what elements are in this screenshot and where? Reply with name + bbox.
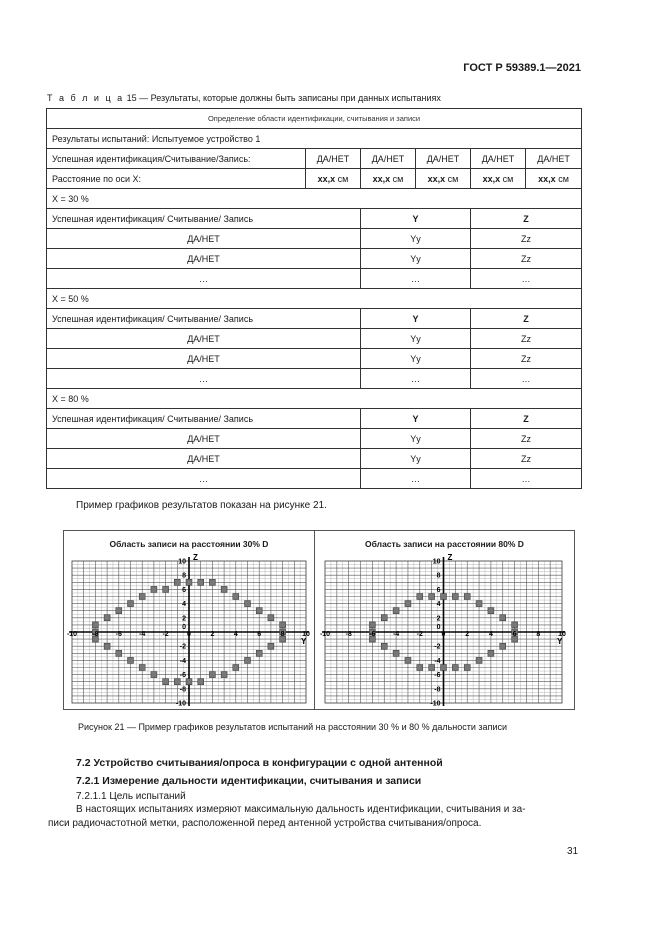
data-point — [139, 594, 145, 600]
data-point — [209, 672, 215, 678]
x-tick-label: 0 — [187, 631, 191, 638]
distance-value — [471, 169, 526, 189]
distance-number: хх,х — [372, 173, 391, 184]
chart-title: Область записи на расстоянии 80% D — [365, 539, 524, 549]
distance-value — [526, 169, 582, 189]
x-tick-label: 4 — [233, 631, 238, 638]
column-z-header: Z — [471, 209, 582, 229]
success-value: ДА/НЕТ — [306, 149, 361, 169]
data-point — [128, 601, 134, 607]
x-tick-label: -4 — [139, 631, 146, 638]
x-tick-label: 6 — [257, 631, 262, 638]
table-row — [47, 469, 582, 489]
table-row — [47, 269, 582, 289]
data-point — [174, 679, 180, 685]
x-tick-label: -10 — [66, 631, 78, 638]
z-axis-label: Z — [447, 553, 453, 562]
y-tick-label: 2 — [182, 615, 186, 623]
column-z-header: Z — [471, 309, 582, 329]
table-caption-text: 15 — Результаты, которые должны быть записаны при данных испытаниях — [126, 93, 441, 103]
z-cell: … — [471, 469, 582, 489]
y-tick-label: -6 — [179, 672, 186, 680]
y-cell: Yy — [361, 229, 471, 249]
chart-panel-30 — [64, 531, 315, 709]
y-tick-label: -2 — [434, 643, 441, 651]
section-header-row — [47, 309, 582, 329]
x-tick-label: -4 — [392, 631, 400, 638]
data-point — [280, 622, 286, 628]
result-cell: ДА/НЕТ — [47, 349, 361, 369]
results-table — [46, 108, 582, 489]
table-row — [47, 369, 582, 389]
y-tick-label: 0 — [182, 624, 186, 631]
chart-30-svg — [64, 531, 314, 709]
z-cell: Zz — [471, 249, 582, 269]
data-point — [186, 679, 192, 685]
data-point — [233, 594, 239, 600]
distance-number: хх,х — [317, 173, 336, 184]
y-tick-label: -2 — [179, 643, 186, 651]
data-point — [256, 650, 262, 656]
result-cell: ДА/НЕТ — [47, 449, 361, 469]
device-cell: Результаты испытаний: Испытуемое устройство 1 — [47, 129, 582, 149]
chart-title: Область записи на расстоянии 30% D — [109, 539, 269, 549]
y-tick-label: 6 — [182, 586, 186, 594]
z-cell: Zz — [471, 329, 582, 349]
result-cell: ДА/НЕТ — [47, 429, 361, 449]
x-tick-label: 2 — [465, 631, 470, 638]
y-tick-label: -6 — [434, 672, 441, 680]
section-x-label: X = 80 % — [47, 389, 582, 409]
x-tick-label: 6 — [512, 631, 517, 638]
data-point — [209, 579, 215, 585]
table-row — [47, 429, 582, 449]
z-cell: Zz — [471, 429, 582, 449]
table-row — [47, 329, 582, 349]
data-point — [381, 615, 387, 621]
data-point — [163, 679, 169, 685]
data-point — [476, 657, 482, 663]
y-tick-label: -8 — [434, 686, 441, 694]
y-tick-label: 10 — [178, 558, 186, 566]
data-point — [233, 665, 239, 671]
column-y-header: Y — [361, 209, 471, 229]
table-row — [47, 249, 582, 269]
z-cell: Zz — [471, 349, 582, 369]
subsubsection-heading: 7.2.1.1 Цель испытаний — [76, 791, 186, 802]
distance-unit: см — [558, 173, 569, 184]
data-point — [405, 657, 411, 663]
data-point — [452, 594, 458, 600]
data-point — [268, 643, 274, 649]
x-tick-label: 8 — [536, 631, 541, 638]
z-cell: … — [471, 369, 582, 389]
figure-caption: Рисунок 21 — Пример графиков результатов испытаний на расстоянии 30 % и 80 % дальности записи — [78, 722, 507, 732]
data-point — [464, 665, 470, 671]
data-point — [104, 615, 110, 621]
section-x-label: X = 50 % — [47, 289, 582, 309]
table-title: Определение области идентификации, считывания и записи — [47, 109, 582, 129]
y-tick-label: -4 — [179, 657, 186, 665]
data-point — [186, 579, 192, 585]
distance-unit: см — [337, 173, 349, 184]
y-tick-label: 8 — [182, 572, 186, 580]
distance-number: хх,х — [482, 173, 501, 184]
example-text: Пример графиков результатов показан на рисунке 21. — [76, 500, 327, 511]
distance-unit: см — [392, 173, 404, 184]
y-cell: … — [361, 469, 471, 489]
section-header-row — [47, 409, 582, 429]
y-tick-label: 8 — [436, 572, 441, 580]
x-tick-label: -6 — [115, 631, 122, 638]
chart-80-svg — [315, 531, 574, 709]
distance-label: Расстояние по оси Х: — [47, 169, 306, 189]
x-tick-label: 8 — [280, 631, 285, 638]
table-row — [47, 449, 582, 469]
data-point — [369, 622, 375, 628]
data-point — [476, 601, 482, 607]
distance-unit: см — [502, 173, 514, 184]
x-tick-label: -2 — [162, 631, 169, 638]
table-row — [47, 229, 582, 249]
x-tick-label: 10 — [558, 631, 566, 638]
y-tick-label: 4 — [182, 601, 186, 609]
chart-panel-80 — [315, 531, 574, 709]
z-axis-label: Z — [193, 553, 198, 562]
x-tick-label: -8 — [92, 631, 99, 638]
data-point — [139, 665, 145, 671]
y-tick-label: 0 — [436, 624, 441, 631]
data-point — [92, 622, 98, 628]
data-point — [417, 594, 423, 600]
data-point — [268, 615, 274, 621]
section-heading: 7.2 Устройство считывания/опроса в конфигурации с одной антенной — [76, 757, 443, 769]
section-x-label: X = 30 % — [47, 189, 582, 209]
data-point — [151, 586, 157, 592]
y-tick-label: 10 — [432, 558, 441, 566]
data-point — [116, 650, 122, 656]
distance-number: хх,х — [538, 173, 556, 184]
y-cell: … — [361, 269, 471, 289]
y-tick-label: -4 — [434, 657, 441, 665]
y-cell: Yy — [361, 249, 471, 269]
success-value: ДА/НЕТ — [471, 149, 526, 169]
result-cell: ДА/НЕТ — [47, 229, 361, 249]
success-value: ДА/НЕТ — [526, 149, 582, 169]
z-cell: Zz — [471, 229, 582, 249]
y-tick-label: 4 — [436, 601, 441, 609]
data-point — [163, 586, 169, 592]
distance-number: хх,х — [427, 173, 446, 184]
x-tick-label: -6 — [369, 631, 376, 638]
distance-value — [361, 169, 416, 189]
paragraph-line: В настоящих испытаниях измеряют максимальную дальность идентификации, считывания и за- — [76, 804, 526, 815]
x-tick-label: 2 — [210, 631, 215, 638]
column-z-header: Z — [471, 409, 582, 429]
y-tick-label: 2 — [436, 615, 441, 623]
page-number: 31 — [567, 846, 579, 857]
y-axis-label: Y — [557, 637, 563, 646]
data-point — [405, 601, 411, 607]
data-point — [116, 608, 122, 614]
data-point — [221, 672, 227, 678]
section-x-row — [47, 189, 582, 209]
y-cell: Yy — [361, 349, 471, 369]
distance-value — [306, 169, 361, 189]
data-point — [245, 657, 251, 663]
distance-unit: см — [447, 173, 459, 184]
data-point — [174, 579, 180, 585]
y-cell: … — [361, 369, 471, 389]
data-point — [452, 665, 458, 671]
data-point — [104, 643, 110, 649]
table-caption-prefix: Т а б л и ц а — [47, 93, 125, 103]
data-point — [500, 615, 506, 621]
result-cell: ДА/НЕТ — [47, 249, 361, 269]
data-point — [393, 650, 399, 656]
column-y-header: Y — [361, 309, 471, 329]
device-row — [47, 129, 582, 149]
data-point — [417, 665, 423, 671]
x-tick-label: 4 — [488, 631, 493, 638]
section-header-row — [47, 209, 582, 229]
distance-value — [416, 169, 471, 189]
z-cell: … — [471, 269, 582, 289]
figure-21 — [63, 530, 575, 710]
data-point — [393, 608, 399, 614]
x-tick-label: 0 — [441, 631, 446, 638]
data-point — [151, 672, 157, 678]
success-value: ДА/НЕТ — [416, 149, 471, 169]
x-tick-label: 10 — [302, 631, 310, 638]
document-id: ГОСТ Р 59389.1—2021 — [463, 62, 581, 74]
result-cell: … — [47, 369, 361, 389]
y-cell: Yy — [361, 329, 471, 349]
table-title-row — [47, 109, 582, 129]
data-point — [245, 601, 251, 607]
data-point — [488, 650, 494, 656]
z-cell: Zz — [471, 449, 582, 469]
data-point — [441, 665, 447, 671]
section-row-label: Успешная идентификация/ Считывание/ Запись — [47, 409, 361, 429]
success-label: Успешная идентификация/Считывание/Запись: — [47, 149, 306, 169]
y-tick-label: -10 — [175, 700, 186, 708]
data-point — [464, 594, 470, 600]
data-point — [441, 594, 447, 600]
success-row — [47, 149, 582, 169]
section-row-label: Успешная идентификация/ Считывание/ Запись — [47, 309, 361, 329]
distance-row — [47, 169, 582, 189]
data-point — [198, 579, 204, 585]
y-tick-label: -8 — [179, 686, 186, 694]
data-point — [429, 665, 435, 671]
result-cell: ДА/НЕТ — [47, 329, 361, 349]
data-point — [381, 643, 387, 649]
section-row-label: Успешная идентификация/ Считывание/ Запись — [47, 209, 361, 229]
data-point — [221, 586, 227, 592]
x-tick-label: -10 — [319, 631, 331, 638]
success-value: ДА/НЕТ — [361, 149, 416, 169]
subsection-heading: 7.2.1 Измерение дальности идентификации, считывания и записи — [76, 775, 422, 787]
y-tick-label: 6 — [436, 586, 441, 594]
data-point — [500, 643, 506, 649]
y-tick-label: -10 — [430, 700, 441, 708]
section-x-row — [47, 289, 582, 309]
y-cell: Yy — [361, 449, 471, 469]
data-point — [256, 608, 262, 614]
data-point — [128, 657, 134, 663]
data-point — [512, 622, 518, 628]
result-cell: … — [47, 469, 361, 489]
data-point — [488, 608, 494, 614]
column-y-header: Y — [361, 409, 471, 429]
y-cell: Yy — [361, 429, 471, 449]
table-caption — [47, 93, 441, 103]
paragraph-line: писи радиочастотной метки, расположенной перед антенной устройства считывания/опроса. — [48, 818, 482, 829]
data-point — [198, 679, 204, 685]
x-tick-label: -8 — [345, 631, 352, 638]
result-cell: … — [47, 269, 361, 289]
data-point — [429, 594, 435, 600]
section-x-row — [47, 389, 582, 409]
x-tick-label: -2 — [416, 631, 423, 638]
y-axis-label: Y — [301, 637, 307, 646]
table-row — [47, 349, 582, 369]
